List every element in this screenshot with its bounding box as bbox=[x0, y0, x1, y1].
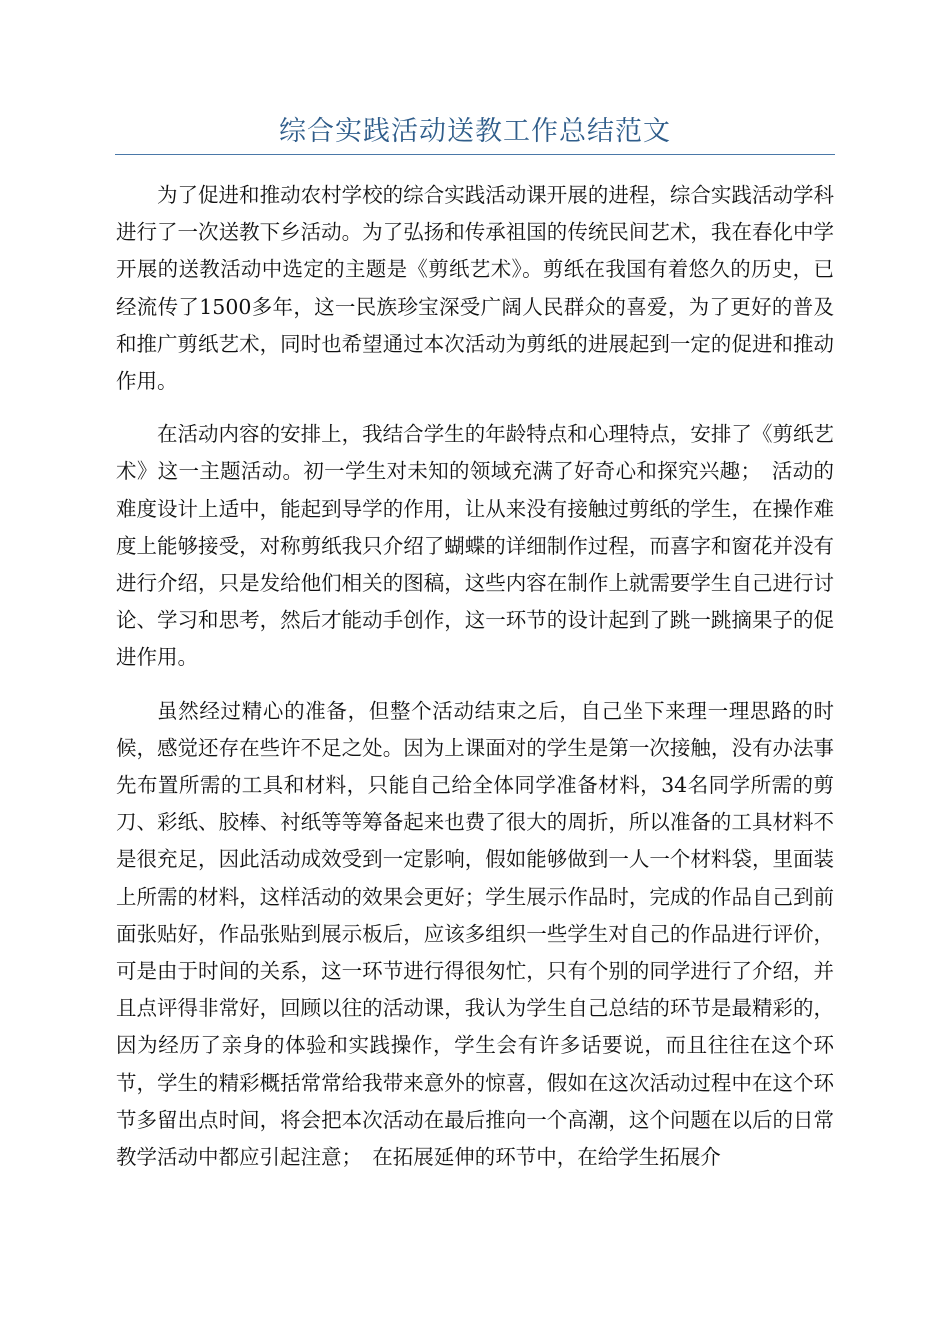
paragraph-3: 虽然经过精心的准备，但整个活动结束之后，自己坐下来理一理思路的时候，感觉还存在些许不足之处。因为上课面对的学生是第一次接触，没有办法事先布置所需的工具和材料，只能自己给全体同学准备材料，34名同学所需的剪刀、彩纸、胶棒、衬纸等等筹备起来也费了很大的周折，所以准备的工具材料不是很充足，因此活动成效受到一定影响，假如能够做到一人一个材料袋，里面装上所需的材料，这样活动的效果会更好；学生展示作品时，完成的作品自己到前面张贴好，作品张贴到展示板后，应该多组织一些学生对自己的作品进行评价，可是由于时间的关系，这一环节进行得很匆忙，只有个别的同学进行了介绍，并且点评得非常好，回顾以往的活动课，我认为学生自己总结的环节是最精彩的，因为经历了亲身的体验和实践操作，学生会有许多话要说，而且往往在这个环节，学生的精彩概括常常给我带来意外的惊喜，假如在这次活动过程中在这个环节多留出点时间，将会把本次活动在最后推向一个高潮，这个问题在以后的日常教学活动中都应引起注意； 在拓展延伸的环节中，在给学生拓展介 bbox=[116, 698, 834, 1170]
document-body bbox=[116, 177, 834, 1176]
document-title: 综合实践活动送教工作总结范文 bbox=[279, 116, 671, 147]
paragraph-2: 在活动内容的安排上，我结合学生的年龄特点和心理特点，安排了《剪纸艺术》这一主题活动。初一学生对未知的领域充满了好奇心和探究兴趣； 活动的难度设计上适中，能起到导学的作用，让从来没有接触过剪纸的学生，在操作难度上能够接受，对称剪纸我只介绍了蝴蝶的详细制作过程，而喜字和窗花并没有进行介绍，只是发给他们相关的图稿，这些内容在制作上就需要学生自己进行讨论、学习和思考，然后才能动手创作，这一环节的设计起到了跳一跳摘果子的促进作用。 bbox=[116, 422, 834, 670]
title-underline bbox=[115, 154, 835, 155]
paragraph-1: 为了促进和推动农村学校的综合实践活动课开展的进程，综合实践活动学科进行了一次送教下乡活动。为了弘扬和传承祖国的传统民间艺术，我在春化中学开展的送教活动中选定的主题是《剪纸艺术》。剪纸在我国有着悠久的历史，已经流传了1500多年，这一民族珍宝深受广阔人民群众的喜爱，为了更好的普及和推广剪纸艺术，同时也希望通过本次活动为剪纸的进展起到一定的促进和推动作用。 bbox=[116, 183, 834, 394]
